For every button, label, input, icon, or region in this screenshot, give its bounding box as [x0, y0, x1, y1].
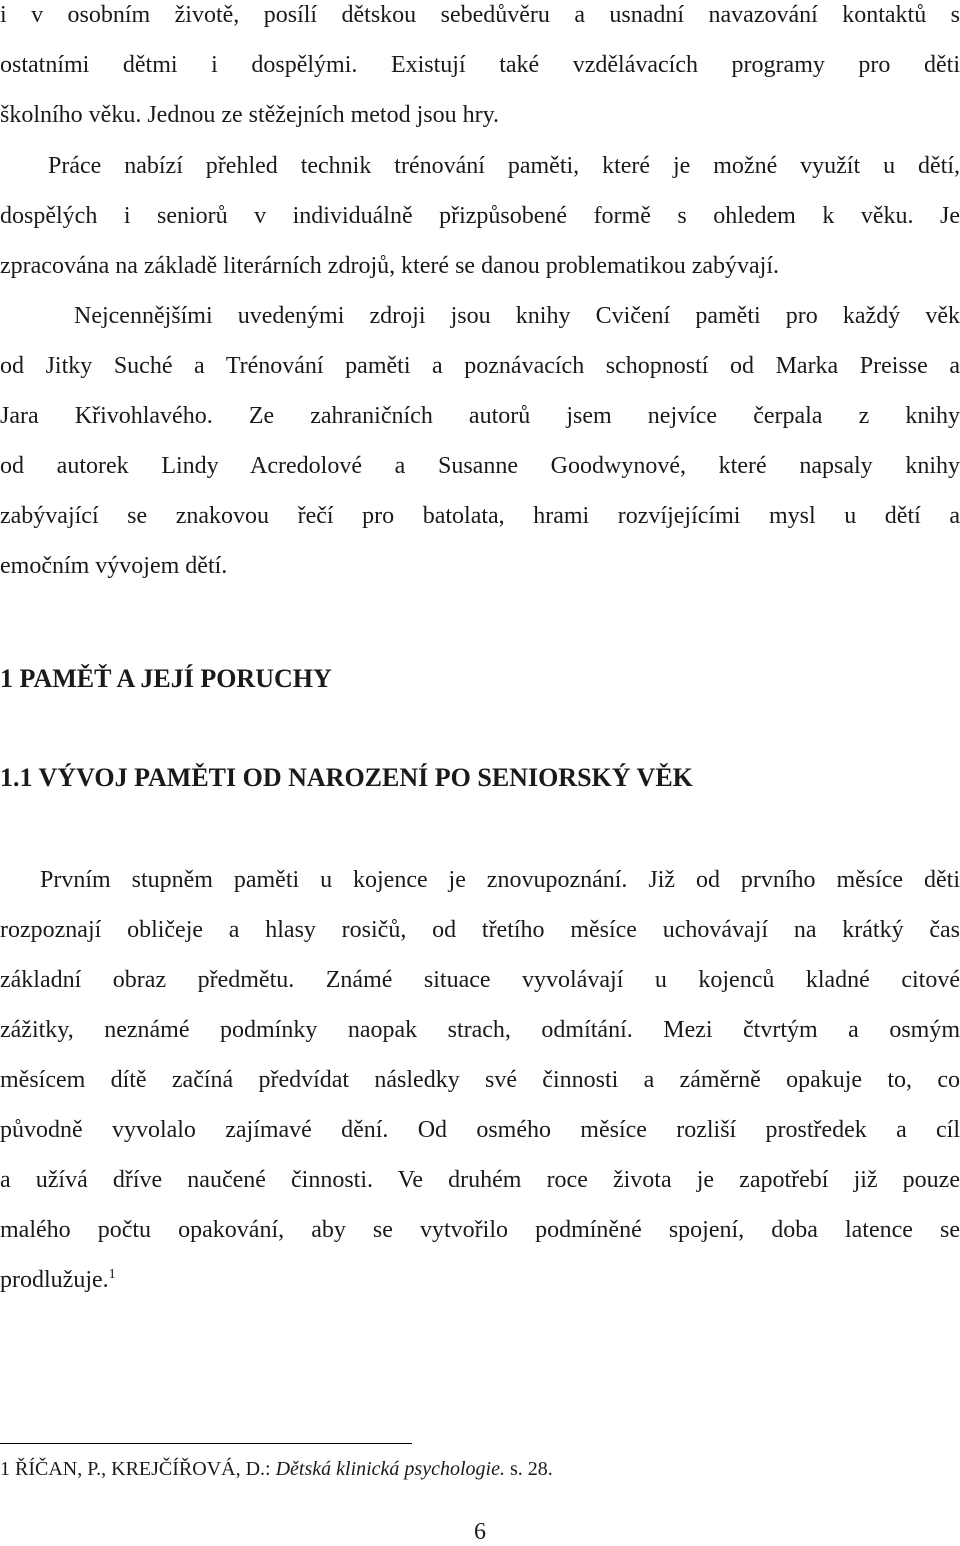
- footnote-separator: [0, 1443, 412, 1444]
- development-line-4: zážitky, neznámé podmínky naopak strach, odmítání. Mezi čtvrtým a osmým: [0, 1017, 960, 1043]
- development-line-5: měsícem dítě začíná předvídat následky své činnosti a záměrně opakuje to, co: [0, 1067, 960, 1093]
- sources-line-5: zabývající se znakovou řečí pro batolata, hrami rozvíjejícími mysl u dětí a: [0, 503, 960, 529]
- development-line-6: původně vyvolalo zajímavé dění. Od osmého měsíce rozliší prostředek a cíl: [0, 1117, 960, 1143]
- sources-line-1: Nejcennějšími uvedenými zdroji jsou knihy Cvičení paměti pro každý věk: [74, 303, 960, 329]
- section-heading: 1.1 VÝVOJ PAMĚTI OD NAROZENÍ PO SENIORSKÝ VĚK: [0, 763, 693, 792]
- sources-line-4: od autorek Lindy Acredolové a Susanne Goodwynové, které napsaly knihy: [0, 453, 960, 479]
- chapter-heading: 1 PAMĚŤ A JEJÍ PORUCHY: [0, 664, 332, 693]
- sources-line-2: od Jitky Suché a Trénování paměti a poznávacích schopností od Marka Preisse a: [0, 353, 960, 379]
- overview-line-3: zpracována na základě literárních zdrojů, které se danou problematikou zabývají.: [0, 253, 779, 279]
- footnote-reference[interactable]: 1: [108, 1267, 116, 1282]
- intro-line-2: ostatními dětmi i dospělými. Existují také vzdělávacích programy pro děti: [0, 52, 960, 78]
- overview-line-1: Práce nabízí přehled technik trénování paměti, které je možné využít u dětí,: [48, 153, 960, 179]
- sources-line-3: Jara Křivohlavého. Ze zahraničních autorů jsem nejvíce čerpala z knihy: [0, 403, 960, 429]
- footnote: [0, 1456, 553, 1482]
- development-line-3: základní obraz předmětu. Známé situace vyvolávají u kojenců kladné citové: [0, 967, 960, 993]
- overview-line-2: dospělých i seniorů v individuálně přizpůsobené formě s ohledem k věku. Je: [0, 203, 960, 229]
- intro-line-1: i v osobním životě, posílí dětskou sebedůvěru a usnadní navazování kontaktů s: [0, 2, 960, 28]
- sources-line-6: emočním vývojem dětí.: [0, 553, 228, 579]
- footnote-authors: ŘÍČAN, P., KREJČÍŘOVÁ, D.:: [15, 1458, 271, 1480]
- footnote-page: s. 28.: [509, 1458, 553, 1480]
- page-number: 6: [474, 1519, 486, 1545]
- intro-line-3: školního věku. Jednou ze stěžejních metod jsou hry.: [0, 102, 500, 128]
- development-line-7: a užívá dříve naučené činnosti. Ve druhém roce života je zapotřebí již pouze: [0, 1167, 960, 1193]
- development-line-8: malého počtu opakování, aby se vytvořilo podmíněné spojení, doba latence se: [0, 1217, 960, 1243]
- development-line-9-text: prodlužuje.: [0, 1267, 109, 1293]
- footnote-number: 1: [0, 1458, 10, 1480]
- development-line-1: Prvním stupněm paměti u kojence je znovupoznání. Již od prvního měsíce děti: [40, 867, 960, 893]
- development-line-2: rozpoznají obličeje a hlasy rosičů, od třetího měsíce uchovávají na krátký čas: [0, 917, 960, 943]
- development-line-9: [0, 1265, 960, 1295]
- footnote-title: Dětská klinická psychologie.: [275, 1458, 505, 1480]
